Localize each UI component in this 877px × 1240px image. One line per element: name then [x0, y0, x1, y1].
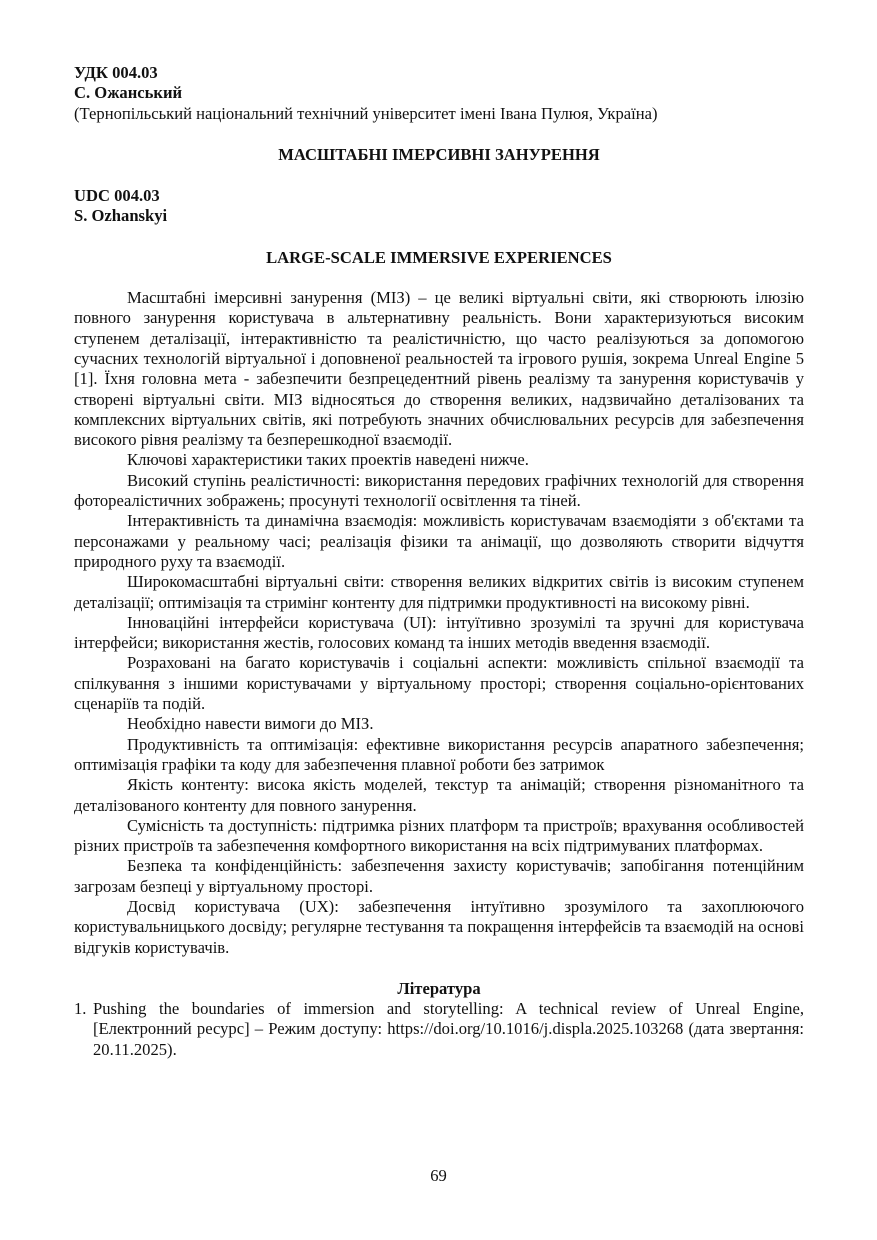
body-text	[74, 288, 804, 958]
paper-page	[74, 63, 804, 1060]
title-en: LARGE-SCALE IMMERSIVE EXPERIENCES	[266, 247, 612, 267]
title-ua: МАСШТАБНІ ІМЕРСИВНІ ЗАНУРЕННЯ	[278, 144, 600, 164]
author-en: S. Ozhanskyi	[74, 206, 168, 226]
udc-code-ua: УДК 004.03	[74, 63, 158, 82]
paragraph: Інтерактивність та динамічна взаємодія: можливість користувачам взаємодіяти з об'єктами та персонажами у реальному часі; реалізація фізики та анімації, що дозволяють створити відчуття природного руху та взаємодії.	[74, 511, 804, 571]
page-number: 69	[430, 1166, 447, 1185]
udc-code-en: UDC 004.03	[74, 186, 160, 206]
paragraph: Досвід користувача (UX): забезпечення інтуїтивно зрозумілого та захоплюючого користувальницького досвіду; регулярне тестування та покращення інтерфейсів та взаємодій на основі відгуків користувачів.	[74, 896, 804, 957]
paragraph: Безпека та конфіденційність: забезпечення захисту користувачів; запобігання потенційним загрозам безпеці у віртуальному просторі.	[74, 856, 804, 896]
paragraph: Розраховані на багато користувачів і соціальні аспекти: можливість спільної взаємодії та спілкування з іншими користувачами у віртуальному просторі; створення соціально-орієнтованих сценаріїв та подій.	[74, 653, 804, 714]
paragraph: Продуктивність та оптимізація: ефективне використання ресурсів апаратного забезпечення; оптимізація графіки та коду для забезпечення плавної роботи без затримок	[74, 734, 804, 774]
paragraph: Якість контенту: висока якість моделей, текстур та анімацій; створення різноманітного та деталізованого контенту для повного занурення.	[74, 775, 804, 815]
paragraph: Інноваційні інтерфейси користувача (UI): інтуїтивно зрозумілі та зручні для користувача інтерфейси; використання жестів, голосових команд та інших методів введення взаємодії.	[74, 612, 804, 653]
affiliation: (Тернопільський національний технічний університет імені Івана Пулюя, Україна)	[74, 103, 658, 123]
reference-number: 1.	[74, 999, 87, 1019]
reference-text: Pushing the boundaries of immersion and storytelling: A technical review of Unreal Engine, [Електронний ресурс] – Режим доступу: https://doi.org/10.1016/j.displa.2025.103268 (дата звертання: 20.11.2025).	[93, 999, 804, 1059]
reference-item	[74, 999, 804, 1060]
paragraph: Ключові характеристики таких проектів наведені нижче.	[127, 450, 529, 470]
paragraph: Масштабні імерсивні занурення (МІЗ) – це великі віртуальні світи, які створюють ілюзію повного занурення користувача в альтернативну реальність. Вони характеризуються високим ступенем деталізації, інтерактивністю та реалістичністю, що часто реалізуються за допомогою сучасних технологій віртуальної і доповненої реальностей та ігрового рушія, зокрема Unreal Engine 5 [1]. Їхня головна мета - забезпечити безпрецедентний рівень реалізму та занурення користувачів у створені віртуальні світи. МІЗ відносяться до створення великих, надзвичайно деталізованих та комплексних віртуальних світів, які потребують значних обчислювальних ресурсів для забезпечення високого рівня реалізму та безперешкодної взаємодії.	[74, 288, 804, 450]
paragraph: Широкомасштабні віртуальні світи: створення великих відкритих світів із високим ступенем деталізації; оптимізація та стримінг контенту для підтримки продуктивності на високому рівні.	[74, 572, 804, 612]
author-ua: С. Ожанський	[74, 83, 183, 103]
paragraph: Високий ступінь реалістичності: використання передових графічних технологій для створення фотореалістичних зображень; просунуті технології освітлення та тіней.	[74, 470, 804, 511]
paragraph: Сумісність та доступність: підтримка різних платформ та пристроїв; врахування особливостей різних пристроїв та забезпечення комфортного використання на всіх підтримуваних платформах.	[74, 815, 804, 856]
literature-heading: Література	[397, 978, 481, 998]
paragraph: Необхідно навести вимоги до МІЗ.	[127, 714, 374, 734]
